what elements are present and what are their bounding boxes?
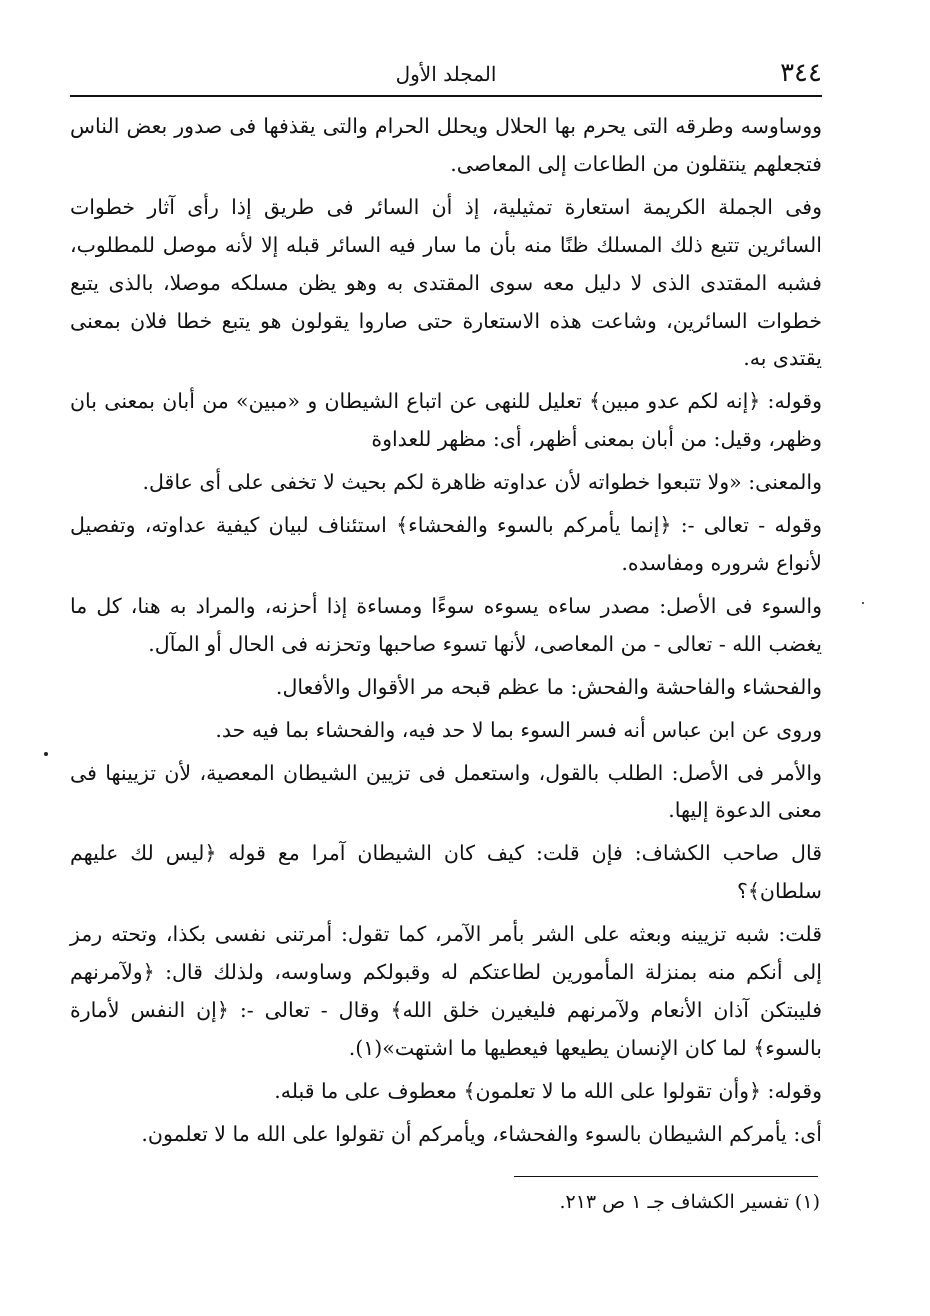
paragraph: وقوله: ﴿وأن تقولوا على الله ما لا تعلمون﴾ معطوف على ما قبله. — [274, 1078, 822, 1103]
header-rule — [70, 95, 822, 97]
scan-speck — [862, 602, 864, 604]
body-text — [70, 108, 822, 1159]
page-number: ٣٤٤ — [780, 58, 822, 88]
paragraph: والأمر فى الأصل: الطلب بالقول، واستعمل فى تزيين الشيطان المعصية، لأن تزيينها فى معنى الدعوة إليها. — [70, 760, 822, 823]
paragraph: وقوله: ﴿إنه لكم عدو مبين﴾ تعليل للنهى عن اتباع الشيطان و «مبين» من أبان بمعنى بان وظهر، وقيل: من أبان بمعنى أظهر، أى: مظهر للعداوة — [70, 389, 822, 452]
paragraph: وروى عن ابن عباس أنه فسر السوء بما لا حد فيه، والفحشاء بما فيه حد. — [215, 717, 822, 742]
paragraph: والمعنى: «ولا تتبعوا خطواته لأن عداوته ظاهرة لكم بحيث لا تخفى على أى عاقل. — [142, 470, 822, 495]
running-head: المجلد الأول — [395, 62, 497, 86]
page-header — [70, 52, 822, 92]
paragraph: والسوء فى الأصل: مصدر ساءه يسوءه سوءًا ومساءة إذا أحزنه، والمراد به هنا، كل ما يغضب الله - تعالى - من المعاصى، لأنها تسوء صاحبها وتحزنه فى الحال أو المآل. — [70, 593, 822, 656]
footnote-rule — [514, 1176, 818, 1177]
paragraph: ووساوسه وطرقه التى يحرم بها الحلال ويحلل الحرام والتى يقذفها فى صدور بعض الناس فتجعلهم ينتقلون من الطاعات إلى المعاصى. — [70, 114, 822, 176]
paragraph: والفحشاء والفاحشة والفحش: ما عظم قبحه مر الأقوال والأفعال. — [275, 674, 822, 699]
scan-speck — [44, 752, 48, 756]
paragraph: قال صاحب الكشاف: فإن قلت: كيف كان الشيطان آمرا مع قوله ﴿ليس لك عليهم سلطان﴾؟ — [70, 841, 822, 904]
paragraph: أى: يأمركم الشيطان بالسوء والفحشاء، ويأمركم أن تقولوا على الله ما لا تعلمون. — [141, 1121, 822, 1146]
paragraph: وقوله - تعالى -: ﴿إنما يأمركم بالسوء والفحشاء﴾ استئناف لبيان كيفية عداوته، وتفصيل لأنواع شروره ومفاسده. — [70, 513, 822, 575]
paragraph: وفى الجملة الكريمة استعارة تمثيلية، إذ أن السائر فى طريق إذا رأى آثار خطوات السائرين تتبع ذلك المسلك ظنًا منه بأن ما سار فيه السائر قبله إلا لأنه موصل للمطلوب، فشبه المقتدى الذى لا دليل معه سوى المقتدى به وهو يظن مسلكه موصلا، بالذى يتبع خطوات السائرين، وشاعت هذه الاستعارة حتى صاروا يقولون هو يتبع خطا فلان بمعنى يقتدى به. — [70, 194, 822, 371]
paragraph: قلت: شبه تزيينه وبعثه على الشر بأمر الآمر، كما تقول: أمرتنى نفسى بكذا، وتحته رمز إلى أنكم منه بمنزلة المأمورين لطاعتكم له وقبولكم وساوسه، ولذلك قال: ﴿ولآمرنهم فليبتكن آذان الأنعام ولآمرنهم فليغيرن خلق الله﴾ وقال - تعالى -: ﴿إن النفس لأمارة بالسوء﴾ لما كان الإنسان يطيعها فيعطيها ما اشتهت»(١). — [70, 922, 822, 1060]
footnote: (١) تفسير الكشاف جـ ١ ص ٢١٣. — [559, 1191, 820, 1213]
